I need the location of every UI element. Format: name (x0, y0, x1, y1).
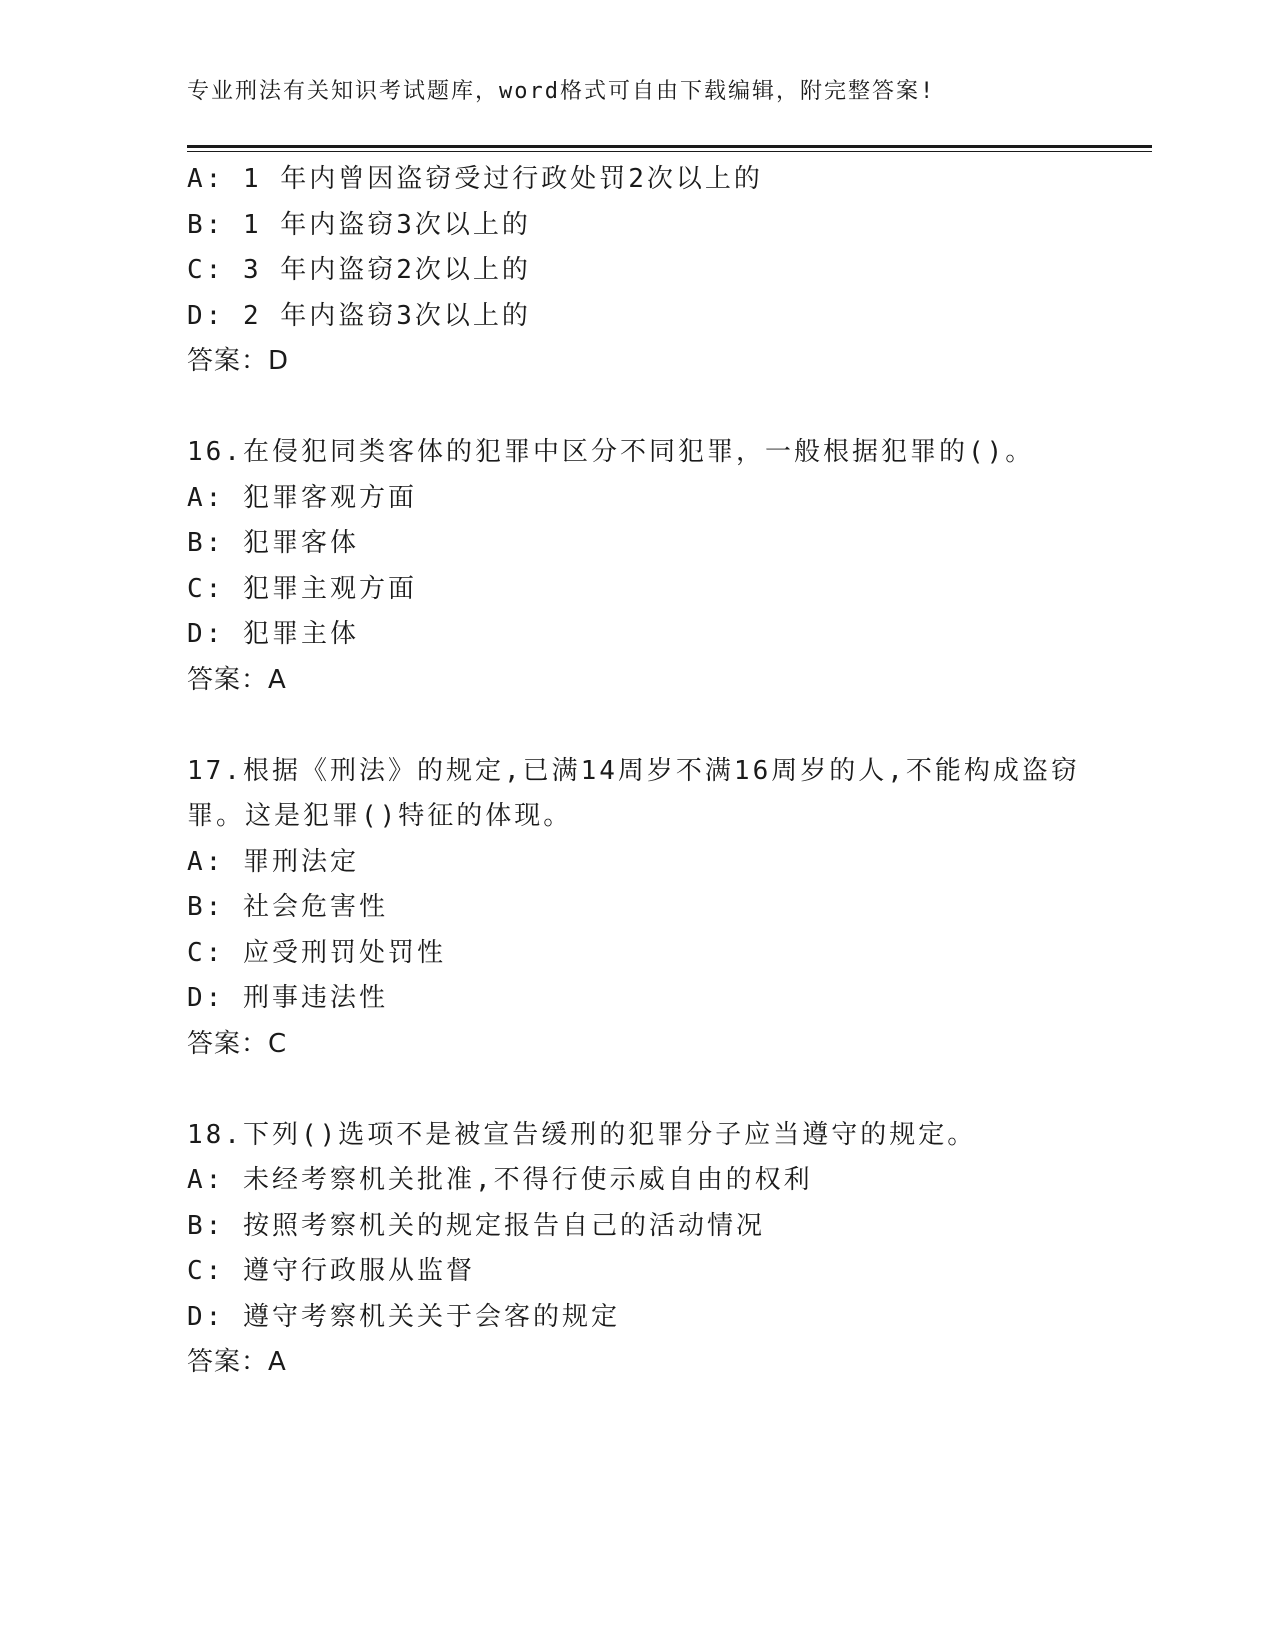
spacer (187, 385, 1152, 431)
option-d: D: 刑事违法性 (187, 983, 388, 1013)
answer: 答案：A (187, 1347, 287, 1377)
option-d: D: 犯罪主体 (187, 619, 359, 649)
option-b: B: 1 年内盗窃3次以上的 (187, 209, 531, 240)
option-c: C: 3 年内盗窃2次以上的 (187, 255, 531, 285)
spacer (187, 703, 1152, 749)
option-c: C: 犯罪主观方面 (187, 573, 417, 604)
option-b: B: 按照考察机关的规定报告自己的活动情况 (187, 1210, 765, 1241)
page-header: 专业刑法有关知识考试题库，word格式可自由下载编辑，附完整答案! (187, 79, 936, 104)
answer: 答案：A (187, 664, 287, 695)
question-stem: 18.下列()选项不是被宣告缓刑的犯罪分子应当遵守的规定。 (187, 1119, 977, 1150)
option-a: A: 未经考察机关批准,不得行使示威自由的权利 (187, 1165, 813, 1195)
question-16 (187, 430, 1152, 703)
question-17 (187, 749, 1152, 1068)
option-d: D: 遵守考察机关关于会客的规定 (187, 1301, 620, 1332)
header-rule-thin (187, 151, 1152, 152)
question-stem: 16.在侵犯同类客体的犯罪中区分不同犯罪，一般根据犯罪的()。 (187, 437, 1035, 467)
header-rule-thick (187, 145, 1152, 148)
option-c: C: 应受刑罚处罚性 (187, 937, 446, 968)
question-18 (187, 1113, 1152, 1386)
option-a: A: 犯罪客观方面 (187, 482, 417, 513)
question-list (187, 157, 1152, 1386)
option-d: D: 2 年内盗窃3次以上的 (187, 300, 531, 331)
question-15-continued (187, 157, 1152, 385)
answer: 答案：C (187, 1028, 288, 1059)
option-b: B: 犯罪客体 (187, 528, 359, 558)
question-stem-line-2: 罪。这是犯罪()特征的体现。 (187, 801, 573, 831)
answer: 答案：D (187, 346, 290, 376)
option-b: B: 社会危害性 (187, 892, 388, 922)
option-a: A: 罪刑法定 (187, 846, 359, 877)
spacer (187, 1067, 1152, 1113)
option-c: C: 遵守行政服从监督 (187, 1256, 475, 1286)
option-a: A: 1 年内曾因盗窃受过行政处罚2次以上的 (187, 164, 763, 194)
question-stem-line-1: 17.根据《刑法》的规定,已满14周岁不满16周岁的人,不能构成盗窃 (187, 755, 1080, 786)
